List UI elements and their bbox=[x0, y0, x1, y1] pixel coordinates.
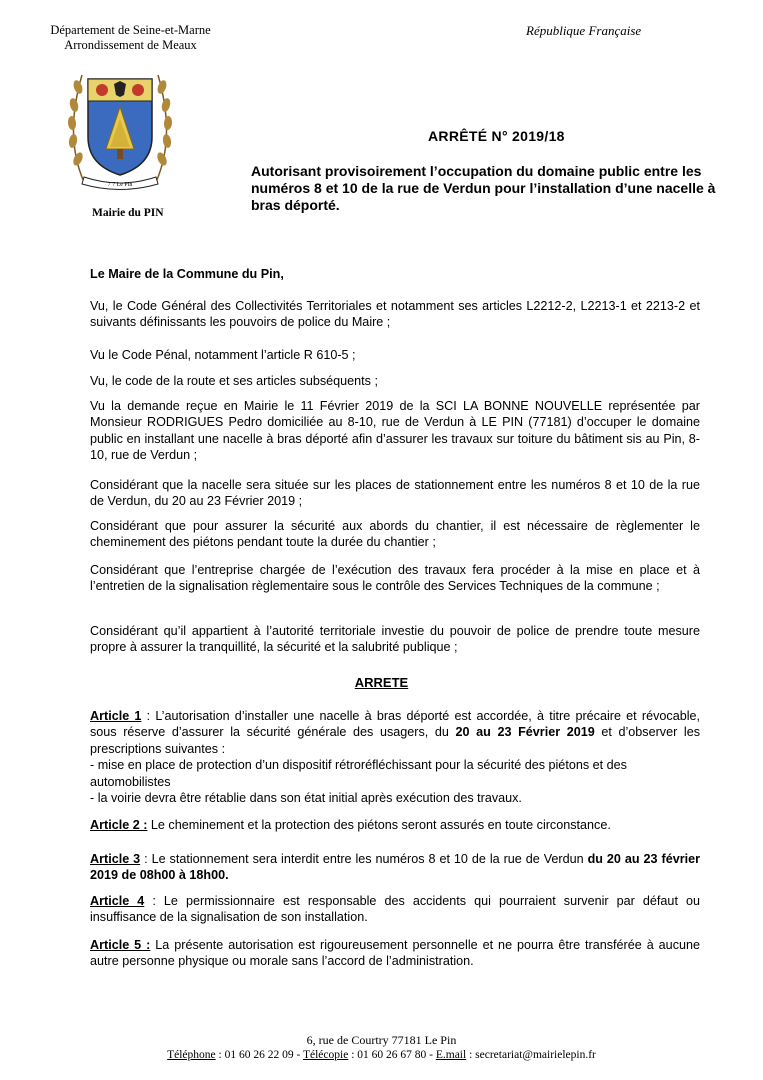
article-1-prescription: - la voirie devra être rétablie dans son état initial après exécution des travaux. bbox=[90, 791, 522, 806]
article-3: Article 3 : Le stationnement sera interdit entre les numéros 8 et 10 de la rue de Verdun du 20 au 23 février 2019 de 08h00 à 18h00. bbox=[90, 852, 701, 883]
article-1: Article 1 : L’autorisation d’installer une nacelle à bras déporté est accordée, à titre précaire et révocable, sous réserve d’assurer la sécurité générale des usagers, du 20 au 23 Février 2019 et d’observer les prescriptions suivantes : - mise en place de protection d’un dispositif rétroréfléchissant pour la sécurité des piétons et des automobilistes - la voirie devra être rétablie dans son état initial après exécution des travaux. bbox=[90, 709, 701, 806]
article-2: Article 2 : Le cheminement et la protection des piétons seront assurés en toute circonstance. bbox=[90, 818, 611, 832]
mairie-label: Mairie du PIN bbox=[92, 207, 164, 219]
considerant-paragraph: Considérant que pour assurer la sécurité aux abords du chantier, il est nécessaire de règlementer le cheminement des piétons pendant toute la durée du chantier ; bbox=[90, 519, 700, 550]
article-5: Article 5 : La présente autorisation est rigoureusement personnelle et ne pourra être transférée à aucune autre personne physique ou morale sans l’accord de l’administration. bbox=[90, 938, 700, 969]
article-3-label: Article 3 bbox=[90, 852, 141, 866]
phone-label: Téléphone bbox=[167, 1049, 216, 1061]
republic-label: République Française bbox=[526, 23, 642, 38]
article-1-dates: 20 au 23 Février 2019 bbox=[455, 725, 595, 740]
article-4: Article 4 : Le permissionnaire est responsable des accidents qui pourraient survenir par défaut ou insuffisance de la signalisation de son installation. bbox=[90, 894, 701, 925]
article-1-label: Article 1 bbox=[90, 709, 142, 723]
vu-paragraph: Vu la demande reçue en Mairie le 11 Février 2019 de la SCI LA BONNE NOUVELLE représentée par Monsieur RODRIGUES Pedro domiciliée au 8-10, rue de Verdun à LE PIN (77181) d’occuper le domaine public en installant une nacelle à bras déporté afin d’assurer les travaux sur toiture du bâtiment sis au Pin, 8-10, rue de Verdun ; bbox=[90, 399, 700, 463]
department-header bbox=[28, 23, 233, 53]
article-2-label: Article 2 : bbox=[90, 818, 148, 832]
arrete-heading: ARRETE bbox=[354, 675, 409, 690]
arrete-subject: Autorisant provisoirement l’occupation du domaine public entre les numéros 8 et 10 de la rue de Verdun pour l’installation d’une nacelle à bras déporté. bbox=[251, 163, 716, 213]
fax-label: Télécopie bbox=[302, 1049, 349, 1061]
email-label: E.mail bbox=[435, 1049, 467, 1061]
footer-contact bbox=[0, 1049, 763, 1061]
article-1-prescription: - mise en place de protection d’un dispositif rétroréfléchissant pour la sécurité des piétons et des automobilistes bbox=[90, 758, 627, 789]
email-address: : secretariat@mairielepin.fr bbox=[466, 1049, 596, 1061]
article-3-dates: du 20 au 23 février 2019 de 08h00 à 18h00. bbox=[90, 852, 701, 883]
arrondissement-name: Arrondissement de Meaux bbox=[64, 38, 197, 52]
vu-paragraph: Vu, le Code Général des Collectivités Territoriales et notamment ses articles L2212-2, L2213-1 et 2213-2 et suivants définissants les pouvoirs de police du Maire ; bbox=[90, 299, 700, 330]
crest-motto: 7 7 Le Pin bbox=[107, 182, 133, 188]
considerant-paragraph: Considérant que l’entreprise chargée de l’exécution des travaux fera procéder à la mise en place et à l’entretien de la signalisation règlementaire sous le contrôle des Services Techniques de la commune ; bbox=[90, 563, 700, 594]
article-5-label: Article 5 : bbox=[90, 938, 151, 952]
footer-address: 6, rue de Courtry 77181 Le Pin bbox=[306, 1033, 457, 1047]
coat-of-arms-logo bbox=[64, 57, 176, 197]
intro-line: Le Maire de la Commune du Pin, bbox=[90, 267, 284, 281]
vu-paragraph: Vu, le code de la route et ses articles subséquents ; bbox=[90, 374, 378, 388]
vu-paragraph: Vu le Code Pénal, notamment l’article R 610-5 ; bbox=[90, 348, 356, 362]
considerant-paragraph: Considérant qu’il appartient à l’autorité territoriale investie du pouvoir de police de prendre toute mesure propre à assurer la tranquillité, la sécurité et la salubrité publique ; bbox=[90, 624, 700, 655]
arrete-number: ARRÊTÉ N° 2019/18 bbox=[428, 128, 565, 144]
article-4-label: Article 4 bbox=[90, 894, 145, 908]
department-name: Département de Seine-et-Marne bbox=[50, 23, 211, 37]
considerant-paragraph: Considérant que la nacelle sera située sur les places de stationnement entre les numéros 8 et 10 de la rue de Verdun, du 20 au 23 Février 2019 ; bbox=[90, 478, 700, 509]
fax-number: : 01 60 26 67 80 - bbox=[348, 1049, 436, 1061]
phone-number: : 01 60 26 22 09 - bbox=[215, 1049, 303, 1061]
